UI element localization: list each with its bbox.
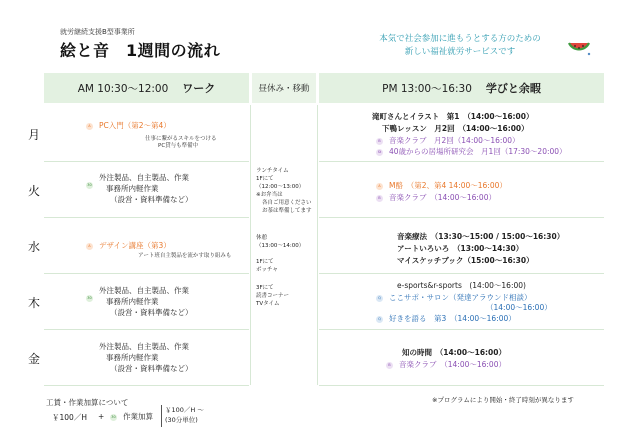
- mid-header: [252, 73, 316, 103]
- work-badge-icon: 30: [87, 295, 92, 300]
- divider-right: [317, 105, 318, 385]
- music-badge-icon: B: [386, 362, 393, 369]
- tue-am: [86, 172, 193, 205]
- wed-mid-2: （13:00〜14:00）: [256, 243, 305, 249]
- day-tue: 火: [27, 184, 40, 198]
- pm-header: [319, 73, 604, 103]
- mon-pm-4: [376, 146, 567, 157]
- art-badge-icon: A: [86, 123, 93, 130]
- tagline-line-1: 本気で社会参加に進もうとする方のための: [379, 34, 541, 44]
- talk-badge-icon: Q: [376, 316, 383, 323]
- fri-pm-2-text: 音楽クラブ （14:00〜16:00）: [399, 360, 506, 369]
- mon-am-cell: [44, 105, 249, 162]
- thu-am-3: （設営・資料準備など）: [110, 308, 193, 317]
- fri-pm-2: [386, 359, 506, 370]
- thu-pm-4-text: 好きを語る 第3 （14:00〜16:00）: [389, 314, 516, 323]
- thu-pm-3: （14:00〜16:00）: [486, 303, 552, 312]
- tue-mid-4: ※お弁当は: [256, 192, 283, 198]
- wage-heading: 工賃・作業加算について: [46, 398, 129, 407]
- office-type: 就労継続支援B型事業所: [60, 28, 135, 36]
- art-badge-icon: A: [376, 183, 383, 190]
- thu-mid: [256, 284, 289, 308]
- wage-base: ￥100／H: [52, 413, 87, 422]
- schedule-note: ※プログラムにより開始・終了時刻が異なります: [432, 396, 574, 404]
- wed-am-sub: アート班自主製品を流かす取り組みも: [138, 253, 232, 259]
- wage-addon: [110, 411, 153, 422]
- thu-mid-2: 読書コーナー: [256, 293, 290, 299]
- mon-am-title: [86, 120, 171, 131]
- mon-pm-4-text: 40歳からの居場所研究会 月1回（17:30〜20:00）: [389, 147, 567, 156]
- pm-time: PM 13:00〜16:30: [382, 82, 472, 95]
- wage-rate-2: (30分単位): [165, 416, 198, 424]
- tue-am-3: （設営・資料準備など）: [110, 195, 193, 204]
- work-badge-icon: 30: [87, 182, 92, 187]
- work-badge-icon: 30: [111, 414, 116, 419]
- tue-am-2: 事務所内軽作業: [106, 184, 159, 193]
- thu-pm-4: [376, 313, 516, 324]
- thu-am-2: 事務所内軽作業: [106, 297, 159, 306]
- wed-am-title-text: デザイン講座（第3）: [99, 241, 171, 250]
- music-badge-icon: B: [376, 138, 383, 145]
- wed-mid-3: 1Fにて: [256, 259, 274, 265]
- mon-am-sub1: 仕事に繋がるスキルをつける: [145, 136, 217, 142]
- wed-mid-1: 休憩: [256, 235, 268, 241]
- thu-pm-1: e-sports&r-sports (14:00〜16:00): [397, 281, 526, 290]
- am-time: AM 10:30〜12:00: [77, 82, 169, 95]
- mon-am-title-text: PC入門（第2〜第4）: [99, 121, 171, 130]
- mon-pm-2: 下鴨レッスン 月2回 （14:00〜16:00）: [382, 124, 529, 133]
- tue-mid-3: （12:00〜13:00）: [256, 184, 305, 190]
- divider-left: [250, 105, 251, 385]
- tagline-line-2: 新しい福祉就労サービスです: [404, 47, 516, 57]
- tue-mid: [256, 167, 312, 215]
- wed-pm-3: マイスケッチブック（15:00〜16:30）: [397, 256, 534, 265]
- art-badge-icon: A: [86, 243, 93, 250]
- watermelon-icon: [566, 35, 592, 61]
- tue-pm-2-text: 音楽クラブ （14:00〜16:00）: [389, 193, 496, 202]
- mon-pm-3-text: 音楽クラブ 月2回（14:00〜16:00）: [389, 136, 520, 145]
- pm-label: 学びと余暇: [485, 82, 541, 95]
- page-title: 絵と音 1週間の流れ: [60, 41, 221, 60]
- music-badge-icon: B: [376, 195, 383, 202]
- wage-rate-1: ￥100／H 〜: [165, 406, 204, 414]
- fri-am-1: 外注製品、自主製品、作業: [99, 342, 189, 351]
- fri-am-2: 事務所内軽作業: [106, 353, 159, 362]
- mid-label: 昼休み・移動: [258, 84, 310, 94]
- am-label: ワーク: [182, 82, 216, 95]
- tue-am-1: 外注製品、自主製品、作業: [99, 173, 189, 182]
- day-thu: 木: [27, 296, 40, 310]
- thu-mid-1: 3Fにて: [256, 285, 274, 291]
- wage-plus: +: [98, 412, 105, 421]
- tue-pm-2: [376, 192, 496, 203]
- fri-pm-1: 知の時間 （14:00〜16:00）: [402, 348, 506, 357]
- tue-mid-1: ランチタイム: [256, 168, 289, 174]
- wed-mid: [256, 234, 304, 274]
- mon-am-sub2: PC貸与も準備中: [158, 143, 199, 149]
- wed-pm-2: アートいろいろ （13:00〜14:30）: [397, 244, 524, 253]
- fri-am-3: （設営・資料準備など）: [110, 364, 193, 373]
- day-mon: 月: [27, 128, 40, 142]
- tue-pm-1: [376, 180, 507, 191]
- tue-mid-5: 各自ご用意ください: [262, 200, 312, 206]
- thu-am: [86, 285, 193, 318]
- thu-mid-3: TVタイム: [256, 301, 280, 307]
- salon-badge-icon: Q: [376, 295, 383, 302]
- tagline: [355, 33, 565, 59]
- thu-pm-2-text: ここサポ・サロン（発達アラウンド相談）: [389, 293, 532, 302]
- wed-mid-4: ボッチャ: [256, 267, 278, 273]
- wage-rate: [161, 405, 209, 427]
- mon-pm-1: 滝町さんとイラスト 第1 （14:00〜16:00）: [372, 112, 534, 121]
- wage-addon-text: 作業加算: [123, 412, 153, 421]
- day-wed: 水: [27, 240, 40, 254]
- wed-pm-1: 音楽療法 （13:30〜15:00 / 15:00〜16:30）: [397, 232, 565, 241]
- mon-pm-3: [376, 135, 520, 146]
- thu-am-1: 外注製品、自主製品、作業: [99, 286, 189, 295]
- tue-mid-6: お茶は準備してます: [262, 208, 312, 214]
- study-badge-icon: St: [377, 149, 382, 154]
- fri-am: [86, 341, 193, 374]
- wed-am-title: [86, 240, 171, 251]
- am-header: [44, 73, 249, 103]
- tue-pm-1-text: M酪 （第2、第4 14:00〜16:00）: [389, 181, 507, 190]
- day-fri: 金: [27, 352, 40, 366]
- tue-mid-2: 1Fにて: [256, 176, 274, 182]
